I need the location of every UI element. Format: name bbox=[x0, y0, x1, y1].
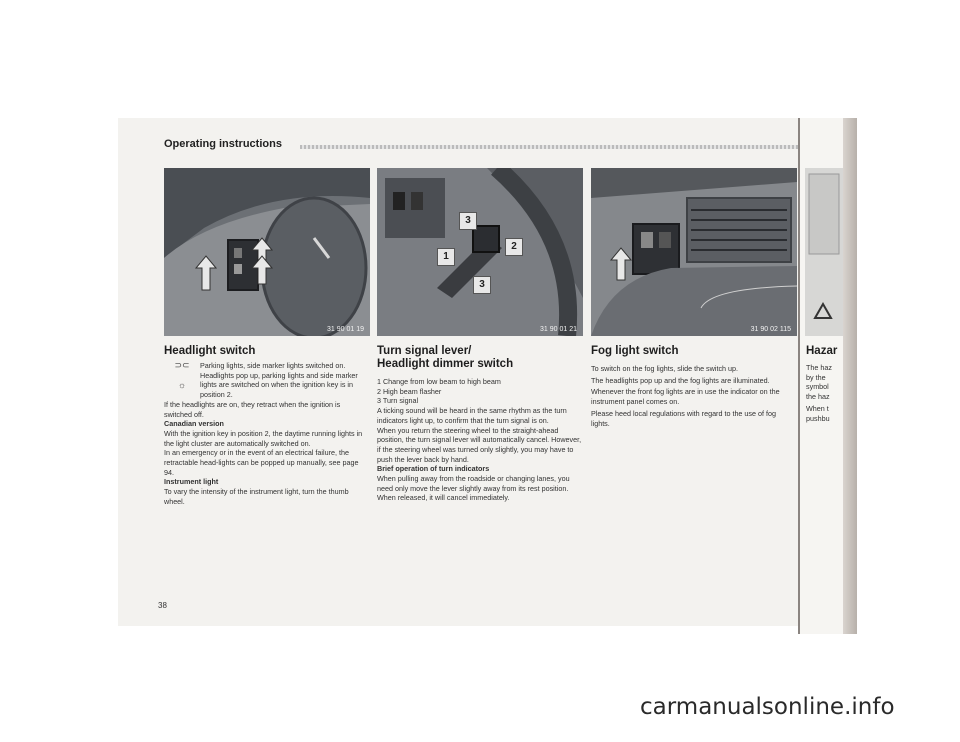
next-page-line: symbol bbox=[806, 382, 829, 392]
next-page-line: by the bbox=[806, 372, 826, 382]
next-page-text bbox=[806, 363, 844, 423]
next-page-line: The haz bbox=[806, 363, 832, 372]
fog-paragraph-2: The headlights pop up and the fog lights are illuminated. bbox=[591, 375, 770, 385]
parking-lights-text: Parking lights, side marker lights switched on. bbox=[200, 361, 346, 370]
fog-paragraph-4: Please heed local regulations with regard to the use of fog lights. bbox=[591, 408, 776, 428]
next-page-illustration bbox=[805, 168, 843, 336]
canadian-version-heading: Canadian version bbox=[164, 419, 224, 429]
retract-paragraph: If the headlights are on, they retract when the ignition is switched off. bbox=[164, 399, 341, 419]
turn-signal-text bbox=[377, 377, 583, 503]
callout-2: 2 bbox=[505, 238, 523, 256]
page-number: 38 bbox=[158, 601, 167, 610]
callout-3-top: 3 bbox=[459, 212, 477, 230]
turn-signal-title bbox=[377, 345, 513, 371]
page-binding-shadow bbox=[843, 118, 857, 634]
list-item: 3 Turn signal bbox=[377, 396, 419, 406]
next-page-photo bbox=[805, 168, 843, 336]
turn-signal-title-line1: Turn signal lever/ bbox=[377, 345, 472, 357]
canadian-paragraph: With the ignition key in position 2, the daytime running lights in the light cluster are automatically switched on. bbox=[164, 428, 363, 448]
photo-reference-code: 31 90 01 21 bbox=[540, 326, 577, 333]
fog-paragraph-1: To switch on the fog lights, slide the switch up. bbox=[591, 364, 739, 373]
brief-operation-heading: Brief operation of turn indicators bbox=[377, 464, 490, 474]
list-item: 2 High beam flasher bbox=[377, 386, 442, 396]
fog-light-title: Fog light switch bbox=[591, 345, 679, 357]
next-page-line: pushbu bbox=[806, 413, 830, 423]
headlight-switch-illustration bbox=[164, 168, 370, 336]
headlight-icon: ☼ bbox=[177, 379, 187, 390]
cancel-paragraph: When you return the steering wheel to the straight-ahead position, the turn signal lever will automatically cancel. However, if the steering wheel was turned only slightly, you may have to push the lever back by hand. bbox=[377, 425, 582, 464]
photo-reference-code: 31 90 01 19 bbox=[327, 326, 364, 333]
callout-1: 1 bbox=[437, 248, 455, 266]
section-header: Operating instructions bbox=[164, 138, 282, 150]
instrument-light-heading: Instrument light bbox=[164, 477, 219, 487]
fog-light-photo bbox=[591, 168, 797, 336]
parking-lights-row bbox=[164, 361, 368, 371]
headlights-row bbox=[164, 371, 368, 400]
instrument-light-paragraph: To vary the intensity of the instrument light, turn the thumb wheel. bbox=[164, 487, 349, 506]
turn-signal-title-line2: Headlight dimmer switch bbox=[377, 358, 514, 370]
fog-paragraph-3: Whenever the front fog lights are in use the indicator on the instrument panel comes on. bbox=[591, 387, 780, 407]
watermark: carmanualsonline.info bbox=[640, 694, 895, 720]
parking-light-icon: ⊃⊂ bbox=[174, 360, 190, 370]
callout-3-bottom: 3 bbox=[473, 276, 491, 294]
headlights-text: Headlights pop up, parking lights and side marker lights are switched on when the ignition key is in position 2. bbox=[200, 370, 358, 400]
headlight-switch-photo bbox=[164, 168, 370, 336]
fog-light-illustration bbox=[591, 168, 797, 336]
brief-operation-paragraph: When pulling away from the roadside or changing lanes, you need only move the lever slightly away from its rest position. When released, it will cancel immediately. bbox=[377, 474, 570, 503]
photo-reference-code: 31 90 02 115 bbox=[750, 326, 791, 333]
headlight-switch-title: Headlight switch bbox=[164, 345, 256, 357]
turn-signal-photo bbox=[377, 168, 583, 336]
turn-signal-illustration bbox=[377, 168, 583, 336]
fog-light-text bbox=[591, 364, 795, 428]
ticking-paragraph: A ticking sound will be heard in the same rhythm as the turn indicators light up, to confirm that the turn signal is on. bbox=[377, 406, 567, 425]
emergency-paragraph: In an emergency or in the event of an electrical failure, the retractable head-lights can be popped up manually, see page 94. bbox=[164, 448, 359, 477]
next-page-line: the haz bbox=[806, 392, 830, 402]
next-page-line: When t bbox=[806, 403, 829, 413]
headlight-switch-text bbox=[164, 361, 368, 507]
next-page-title: Hazar bbox=[806, 345, 838, 357]
header-rule bbox=[300, 145, 798, 149]
list-item: 1 Change from low beam to high beam bbox=[377, 377, 501, 386]
